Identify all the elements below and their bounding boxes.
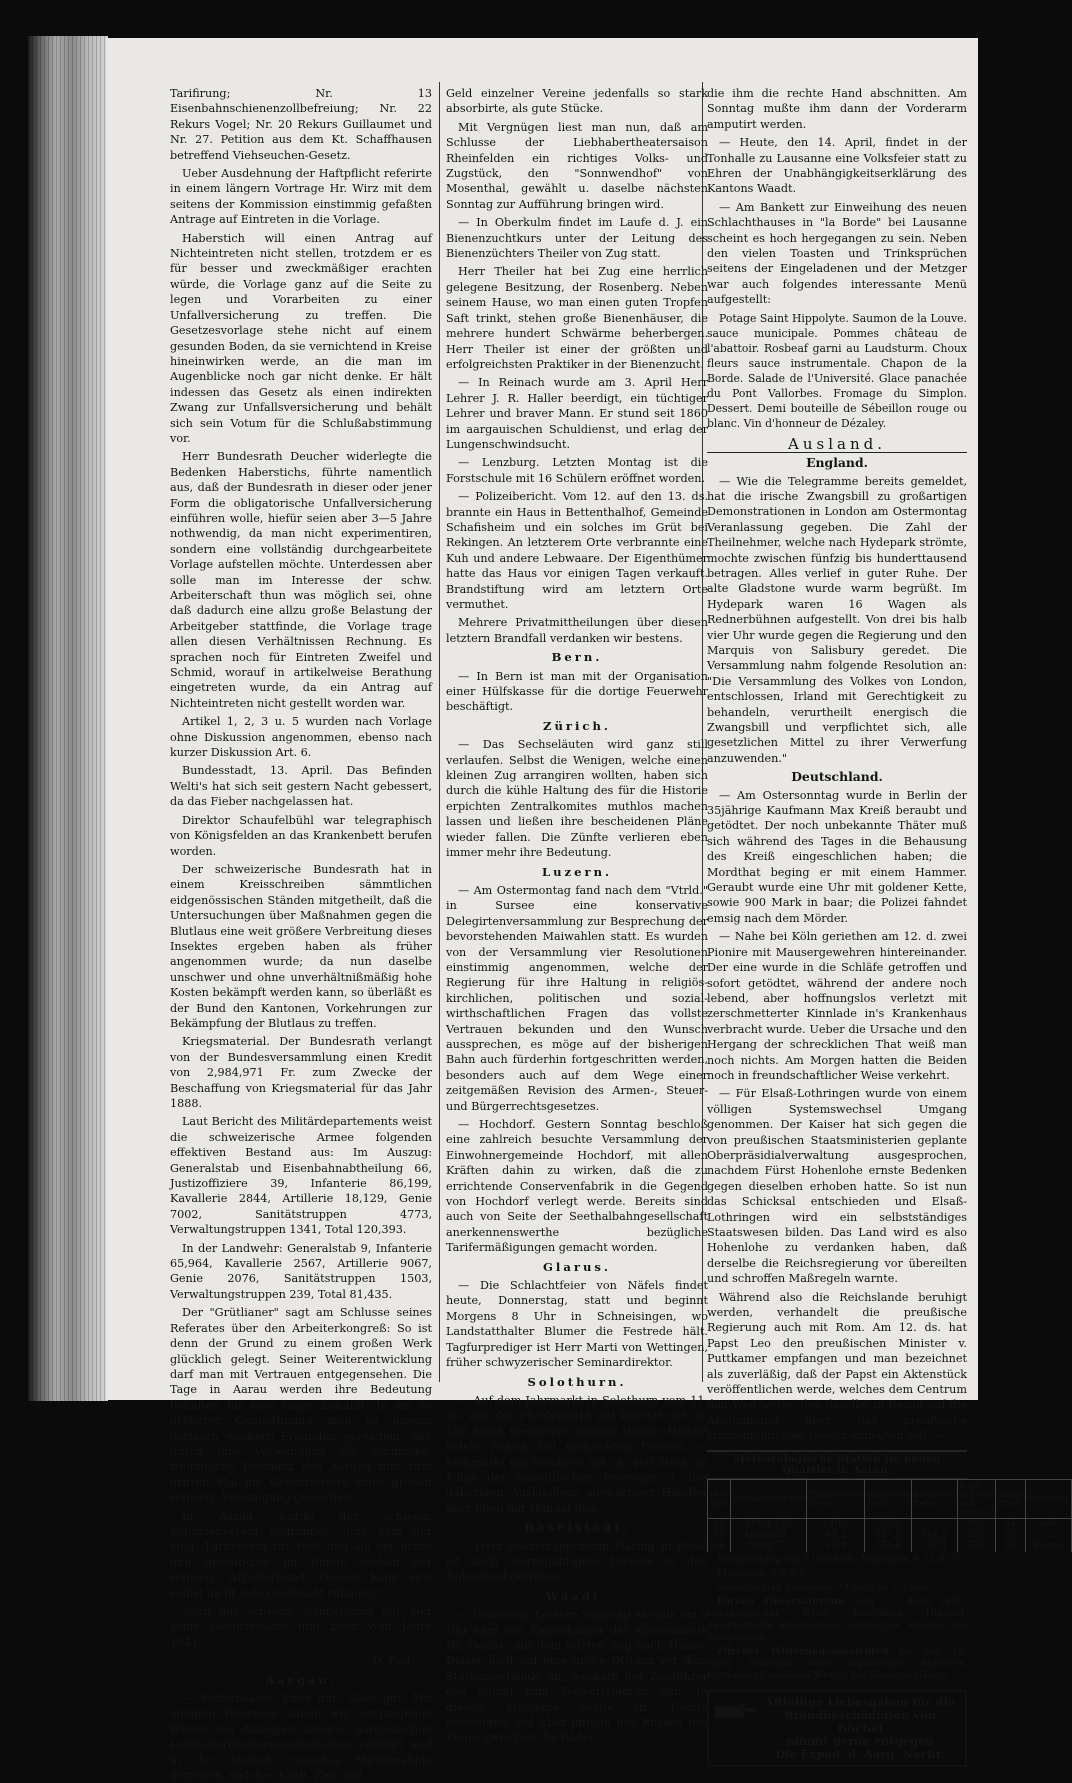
column-1	[170, 86, 432, 1783]
paragraph: Bundesstadt, 13. April. Das Befinden Welti's hat sich seit gestern Nacht gebessert, da das Fieber nachgelassen hat.	[170, 764, 432, 809]
table-cell: Abends 9 „	[731, 1530, 806, 1541]
paragraph: Mehrere Privatmittheilungen über diesen letztern Brandfall verdanken wir bestens.	[446, 616, 708, 645]
table-cell: SW₀	[958, 1541, 996, 1552]
section-heading-baselstadt: Baselstadt.	[524, 1520, 630, 1535]
paragraph: Artikel 1, 2, 3 u. 5 wurden nach Vorlage ohne Diskussion angenommen, ebenso nach kurzer Diskussion Art. 6.	[170, 715, 432, 760]
paragraph: — Polizeibericht. Vom 12. auf den 13. ds. brannte ein Haus in Bettenthalhof, Gemeinde Schafisheim und ein solches im Grüt bei Rekingen. An letzterem Orte verbrannte eine Kuh und andere Lebwaare. Der Eigenthümer hatte das Haus vor einigen Tagen verkauft. Brandstiftung wird am letztern Orte vermuthet.	[446, 490, 708, 611]
section-heading-ausland: Ausland.	[707, 437, 967, 453]
table-cell: 13	[708, 1518, 731, 1530]
paragraph: Ueber Ausdehnung der Haftpflicht referirte in einem längern Vortrage Hr. Wirz mit dem seitens der Kommission einstimmig gefaßten Antrage auf Eintreten in die Vorlage.	[170, 167, 432, 227]
paragraph: In Aarau wurde der schweiz. Schützenverein gegründet, dort kam der eidg. Turnverein zur Welt und als der dritte und gewaltigste im Bunde soeben der schweiz. Arbeiterbund. Dessen kann sich selbst nicht jede Großstadt rühmen!"	[170, 1509, 432, 1600]
paragraph: Herr Theiler hat bei Zug eine herrlich gelegene Besitzung, der Rosenberg. Neben seinem Hause, wo man einen guten Tropfen Saft trinkt, stehen große Bienenhäuser, die mehrere hundert Schwärme beherbergen. Herr Theiler ist einer der größten und erfolgreichsten Praktiker in der Bienenzucht.	[446, 265, 708, 371]
paragraph: — In Bern ist man mit der Organisation einer Hülfskasse für die dortige Feuerwehr beschäftigt.	[446, 669, 708, 714]
table-cell: 763,0	[865, 1518, 911, 1530]
column-rule	[439, 82, 440, 1382]
paragraph: Der schweizerische Bundesrath hat in einem Kreisschreiben sämmtlichen eidgenössischen Ständen mitgetheilt, daß die Untersuchungen über Maßnahmen gegen die Blutlaus eine weit größere Verbreitung dieses Insektes ergeben haben als früher angenommen wurde; da nun daselbe unschwer und ohne unverhältnißmäßig hohe Kosten bekämpft werden kann, so überläßt es der Bund den Kantonen, Vorkehrungen zur Bekämpfung der Blutlaus zu treffen.	[170, 862, 432, 1030]
editor-signature: D. Red.	[372, 1654, 414, 1668]
table-header: Beobachtungszeit	[731, 1479, 806, 1518]
column-3	[707, 86, 1071, 1761]
table-cell: 759,1	[911, 1541, 957, 1552]
paragraph: — In Oberkulm findet im Laufe d. J. ein Bienenzuchtkurs unter der Leitung des Bienenzüchters Theiler von Zug statt.	[446, 216, 708, 261]
table-cell: 727,3	[865, 1530, 911, 1541]
paragraph: Herr Bundesrath Deucher widerlegte die Bedenken Haberstichs, führte namentlich aus, daß der Bundesrath in dieser oder jener Form die obligatorische Unfallversicherung einführen wolle, hiefür seien aber 3—5 Jahre nothwendig, da man nicht experimentiren, sondern eine vollständig durchgearbeitete Vorlage aufstellen möchte. Unterdessen aber solle man im Interesse der schw. Arbeiterschaft thun was möglich sei, ohne daß dadurch eine allzu große Belastung der Arbeitgeber stattfinde, die Vorlage trage allen diesen Verhältnissen Rechnung. Es sprachen noch für Eintreten Zweifel und Schmid, worauf in artikelweise Berathung eingetreten wurde, da ein Antrag auf Nichteintreten nicht gestellt worden war.	[170, 450, 432, 710]
section-heading-bern: Bern.	[551, 650, 603, 665]
zurich-forecast-title: Zürcher Witterungsaussichten	[717, 1645, 889, 1657]
section-heading-england: England.	[806, 455, 868, 471]
weather-observation: Beobachtung um 7 Uhr früh: Maximum + 12,0° C.	[717, 1553, 963, 1565]
table-cell: +10,0	[806, 1518, 865, 1530]
table-cell: 724,8	[865, 1541, 911, 1552]
paragraph: Der "Grütlianer" sagt am Schlusse seines Referates über den Arbeiterkongreß: So ist denn der Grund zu einem großen Werk glücklich gelegt. Seiner Weiterentwicklung darf man mit Vertrauen entgegensehen. Die Tage in Aarau werden ihre Bedeutung behalten für eine lange Zukunft. Je um so größerer Genugthuung mag es unsern dortigen wackern Freunden gereichen, daß durch ihre Verwendung die schmucke, freundliche Residenz des Aargau nun zum dritten Mal die Geburtsstätte einer großen schweiz. Vereinigung geworden.	[170, 1306, 432, 1505]
table-header: 1887 April	[708, 1479, 731, 1518]
ad-line: nimmt gerne entgegen	[786, 1733, 934, 1748]
table-cell: W¹/₂	[958, 1518, 996, 1530]
section-heading-solothurn: Solothurn.	[527, 1374, 627, 1389]
table-header: Thermometer Celsius	[806, 1479, 865, 1518]
paragraph: — Lenzburg. Letzten Montag ist die Forstschule mit 16 Schülern eröffnet worden.	[446, 456, 708, 485]
section-heading-aargau: Aargau.	[265, 1672, 337, 1687]
donation-advertisement	[707, 1690, 967, 1767]
table-cell: Regen	[1025, 1541, 1072, 1552]
paragraph: In der Landwehr: Generalstab 9, Infanterie 65,964, Kavallerie 2567, Artillerie 9067, Genie 2076, Sanitätstruppen 1503, Verwaltungstruppen 239, Total 81,435.	[170, 1241, 432, 1301]
ad-line: Brandbeschädigten von Büchel	[783, 1707, 937, 1735]
zurich-forecast	[707, 1646, 967, 1682]
table-cell: 85	[995, 1530, 1025, 1541]
weather-table	[707, 1479, 1072, 1552]
pointing-hand-icon	[713, 1700, 757, 1720]
paragraph: die ihm die rechte Hand abschnitten. Am Sonntag mußte ihm dann der Vorderarm amputirt werden.	[707, 87, 967, 131]
table-cell: +6,9	[806, 1541, 865, 1552]
table-cell: hell	[1025, 1518, 1072, 1530]
section-heading-waadt: Waadt.	[545, 1588, 609, 1603]
paris-observatory-text: vom 13. April 1887. Veränderlicher Wind, bewölkter Himmel, gewitterhafte Regengüsse, schwaches Steigen der Temperatur.	[707, 1595, 967, 1643]
table-row	[708, 1541, 1072, 1552]
paragraph: Direktor Schaufelbühl war telegraphisch von Königsfelden an das Krankenbett berufen worden.	[170, 813, 432, 858]
paragraph: Während also die Reichslande beruhigt werden, verhandelt die preußische Regierung auch mit Rom. Am 12. ds. hat Papst Leo den preußischen Minister v. Puttkamer empfangen und man bezeichnet als zuverläßig, daß der Papst ein Aktenstück veröffentlichen werde, welches dem Centrum den Weg weise, den daselbe in Bezug auf die Abstimmung über das preußische kirchenpolitische Gesetz einhalten soll. —	[707, 1290, 967, 1443]
paragraph: — Heute, den 14. April, findet in der Tonhalle zu Lausanne eine Volksfeier statt zu Ehren der Unabhängigkeitserklärung des Kantons Waadt.	[707, 136, 967, 196]
ad-line: Die Exped. d. Aarg. Nachr.	[775, 1746, 945, 1761]
table-header: Barometer Reduc.	[911, 1479, 957, 1518]
paragraph: — Die Schlachtfeier von Näfels findet heute, Donnerstag, statt und beginnt Morgens 8 Uhr in Schneisingen, wo Landstatthalter Blumer die Festrede hält. Tagfurprediger ist Herr Marti von Wettingen, früher schwyzerischer Seminardirektor.	[446, 1279, 708, 1370]
paragraph: — Am Bankett zur Einweihung des neuen Schlachthauses in "la Borde" bei Lausanne scheint es hoch hergegangen zu sein. Neben den vielen Toasten und Trinksprüchen seitens der Eingeladenen und der Metzger war auch folgendes interessante Menü aufgestellt:	[707, 200, 967, 307]
table-header: Dunst-druck	[995, 1479, 1025, 1518]
table-cell: 14.	[708, 1541, 731, 1552]
newspaper-page	[106, 38, 1071, 1783]
paragraph: — Für Elsaß-Lothringen wurde von einem völligen Systemswechsel Umgang genommen. Der Kaiser hat sich gegen die von preußischen Staatsministerien geplante Oberpräsidialverwaltung ausgesprochen, nachdem Fürst Hohenlohe ernste Bedenken gegen dieselben erhoben hatte. So ist nun das Schicksal entschieden und Elsaß-Lothringen wird ein selbstständiges Staatswesen bilden. Das Land wird es also Hohenlohe zu verdanken haben, daß derselbe die Reichsregierung vor übereilten und schroffen Maßregeln warnte.	[707, 1087, 967, 1286]
weather-station-title: Meteorologische Station im neuen Quartier in Aarau.	[707, 1450, 967, 1479]
paris-observatory	[707, 1596, 967, 1644]
table-header: Barometer Absol.	[865, 1479, 911, 1518]
paragraph: — Nahe bei Köln geriethen am 12. d. zwei Pionire mit Mausergewehren hintereinander. Der eine wurde in die Schläfe getroffen und sofort getödtet, während der andere noch lebend, aber hoffnungslos verletzt mit zerschmetterter Kinnlade in's Krankenhaus verbracht wurde. Ueber die Ursache und den Hergang der schrecklichen That weiß man noch nichts. Am Morgen hatten die Beiden noch in freundschaftlicher Weise verkehrt.	[707, 930, 967, 1082]
paragraph: Mit Vergnügen liest man nun, daß am Schlusse der Liebhabertheatersaison Rheinfelden ein richtiges Volks- und Zugstück, den "Sonnwendhof" von Mosenthal, gewählt u. daselbe nächsten Sonntag zur Aufführung bringen wird.	[446, 120, 708, 211]
table-cell: SW²	[958, 1530, 996, 1541]
ad-line: Allfällige Liebesgaben für die	[764, 1694, 956, 1709]
table-cell	[911, 1518, 957, 1530]
weather-report	[707, 1450, 1071, 1682]
section-heading-zuerich: Zürich.	[543, 718, 611, 733]
paragraph: — Wie die Telegramme bereits gemeldet, hat die irische Zwangsbill zu großartigen Demonstrationen in London am Ostermontag Veranlassung gegeben. Die Zahl der Theilnehmer, welche nach Hydepark strömte, mochte zwischen fünfzig bis hunderttausend betragen. Alles verlief in guter Ruhe. Der alte Gladstone wurde warm begrüßt. Im Hydepark waren 16 Wagen als Rednerbühnen aufgestellt. Von drei bis halb vier Uhr wurde gegen die Regierung und den Marquis von Salisbury geredet. Die Versammlung nahm folgende Resolution an: "Die Versammlung des Volkes von London, entschlossen, Irland mit Gerechtigkeit zu behandeln, verurtheilt energisch die Zwangsbill und verpflichtet sich, alle gesetzlichen Mittel zu ihrer Verwerfung anzuwenden."	[707, 474, 967, 765]
section-heading-deutschland: Deutschland.	[791, 769, 883, 785]
section-heading-glarus: Glarus.	[543, 1259, 611, 1274]
paragraph: Geld einzelner Vereine jedenfalls so stark absorbirte, als gute Stücke.	[446, 87, 708, 116]
paris-observatory-title: Pariser Observatorium	[717, 1595, 845, 1607]
paragraph: — In Reinach wurde am 3. April Herr Lehrer J. R. Haller beerdigt, ein tüchtiger Lehrer und braver Mann. Er stund seit 1860 im aargauischen Schuldienst, und erlag der Lungenschwindsucht.	[446, 376, 708, 451]
paragraph: — Auf dem Jahrmarkt in Solothurn vom 11. ds. war der Pferdemarkt gut besetzt mit ca. 150 Stück theilweise schöner Waare; Handel belebt jedoch bei gedrückten Preisen. — Viehmarkt gut befahren mit ca. 460 Stück, in Folge der israelitischen Feiertage u. des daherigen Ausbleibens auswärtiger Händler aber blieb der Handel flau.	[446, 1393, 708, 1515]
weather-minimum: Minimum, + 6,8 C.	[717, 1567, 810, 1579]
table-row	[708, 1530, 1072, 1541]
table-cell: 13	[708, 1530, 731, 1541]
paragraph: Auch der schweiz. Sängerbund hat hier seine Geburtsstätte und zwar vom Jahre 1841.	[170, 1605, 432, 1649]
table-cell: Morg 7 „	[731, 1541, 806, 1552]
table-cell: Mittg.1 U.	[731, 1518, 806, 1530]
table-cell: 761,2	[911, 1530, 957, 1541]
paragraph: Kriegsmaterial. Der Bundesrath verlangt von der Bundesversammlung einen Kredit von 2,984,971 Fr. zum Zwecke der Beschaffung von Kriegsmaterial für das Jahr 1888.	[170, 1035, 432, 1110]
paragraph: — Am Ostermontag fand nach dem "Vtrld." in Sursee eine konservative Delegirtenversammlung zur Besprechung der bevorstehenden Maiwahlen statt. Es wurden von der Versammlung vier Resolutionen einstimmig angenommen, welche der Regierung für ihre Haltung in religiös-kirchlichen, politischen und sozial-wirthschaftlichen Fragen das vollste Vertrauen bekunden und den Wunsch aussprechen, es möge auf der bisherigen Bahn auch fürderhin fortgeschritten werden, besonders auch auf dem Wege einer zeitgemäßen Revision des Armen-, Steuer- und Bürgerrechtsgesetzes.	[446, 883, 708, 1113]
book-binding	[28, 36, 108, 1401]
paragraph: — Am Ostersonntag wurde in Berlin der 35jährige Kaufmann Max Kreiß beraubt und getödtet. Der noch unbekannte Thäter muß sich während des Tages in die Behausung des Kreiß eingeschlichen haben; die Mordthat beging er mit einem Hammer. Geraubt wurde eine Uhr mit goldener Kette, sowie 900 Mark in baar; die Polizei fahndet emsig nach dem Mörder.	[707, 788, 967, 925]
table-cell: 82	[995, 1541, 1025, 1552]
paragraph: — Grandson. Letzten Samstag Abends um 9 Uhr kam der Eigenthümer der Kartonfabrik Hr. Daulte, mit dem letzten Zug nach Hause. Dieser hielt auf eine große Distanz vor dem Stationsgebäude an, weshalb der Zugführer das Signal zum Vorwärtsfahren gab. In diesem Momente wollte Hr. Daulte aussteigen, fiel aber infolge des Ruckes des Zuges zwischen die Räder	[446, 1608, 708, 1745]
table-cell: +8,2	[806, 1530, 865, 1541]
paragraph: — Herr Polizeihauptmann Häring in Basel ist nach vierzigjährigem Dienste in den Ruhestand getreten.	[446, 1539, 708, 1584]
table-header: Witterung.	[1025, 1479, 1072, 1518]
weather-rainfall: Niederschlag gemessen 7 Uhr früh 7,2 mm.	[717, 1581, 931, 1593]
table-row	[708, 1518, 1072, 1530]
paragraph: Tarifirung; Nr. 13 Eisenbahnschienenzollbefreiung; Nr. 22 Rekurs Vogel; Nr. 20 Rekurs Guillaumet und Nr. 27. Petition aus dem Kt. Schaffhausen betreffend Viehseuchen-Gesetz.	[170, 87, 432, 162]
table-cell: 64	[995, 1518, 1025, 1530]
section-heading-luzern: Luzern.	[541, 864, 613, 879]
banquet-menu: Potage Saint Hippolyte. Saumon de la Louve. sauce municipale. Pommes château de l'abattoir. Rosbeaf garni au Laudsturm. Choux fleurs sauce instrumentale. Chapon de la Borde. Salade de l'Université. Glace panachée du Pont Vallorbes. Fromage du Simplon. Dessert. Demi bouteille de Sébeillon rouge ou blanc. Vin d'honneur de Dézaley.	[707, 311, 967, 430]
table-cell: „	[1025, 1530, 1072, 1541]
paragraph: Laut Bericht des Militärdepartements weist die schweizerische Armee folgenden effektiven Bestand aus: Im Auszug: Generalstab und Eisenbahnabtheilung 66, Justizoffiziere 39, Infanterie 86,199, Kavallerie 2844, Artillerie 18,129, Genie 7002, Sanitätstruppen 4773, Verwaltungstruppen 1341, Total 120,393.	[170, 1115, 432, 1237]
table-header: Wind-richtung und Stärke	[959, 1480, 994, 1517]
column-2	[446, 86, 708, 1745]
paragraph: — Hochdorf. Gestern Sonntag beschloß eine zahlreich besuchte Versammlung der Einwohnergemeinde Hochdorf, mit allen Kräften dahin zu wirken, daß die zu errichtende Conservenfabrik in die Gegend von Hochdorf verlegt werde. Bereits sind auch von Seite der Seethalbahngesellschaft anerkennenswerthe bezügliche Tarifermäßigungen gemacht worden.	[446, 1118, 708, 1255]
paragraph: — Volkstheater. Ende gut, Alles gut. Mit einigem Interesse haben wir vergangenen Winter die Anzeigen unserer aargauischen Liebhabertheatergesellschaften verfolgt und in der Auswahl manches Mittelmäßige getroffen, welches Kraft, Zeit und	[170, 1692, 432, 1783]
paragraph: Haberstich will einen Antrag auf Nichteintreten nicht stellen, trotzdem er es für besser und zweckmäßiger erachten würde, die Vorlage ganz auf die Seite zu legen und Vorarbeiten zu einer Unfallversicherung zu treffen. Die Gesetzesvorlage stehe nicht auf einem gesunden Boden, da sie vernichtend in Kreise hineinwirken werde, an die man im Augenblicke noch gar nicht denke. Er hält indessen das Gesetz als einen indirekten Zwang zur Unfallsversicherung und behält sich sein Votum für die Schlußabstimmung vor.	[170, 231, 432, 445]
zurich-forecast-text: für den 14. April. Situation wird ungünstiger; kühleres, fortdauernd wolkiges Wetter mit Niederschlägen.	[707, 1645, 967, 1681]
paragraph: — Das Sechseläuten wird ganz still verlaufen. Selbst die Wenigen, welche einen kleinen Zug arrangiren wollten, haben sich durch die kühle Haltung des für die Historie erpichten Zentralkomites muthlos machen lassen und ließen ihre bescheidenen Pläne wieder fallen. Die Zünfte verlieren eben immer mehr ihre Bedeutung.	[446, 738, 708, 860]
